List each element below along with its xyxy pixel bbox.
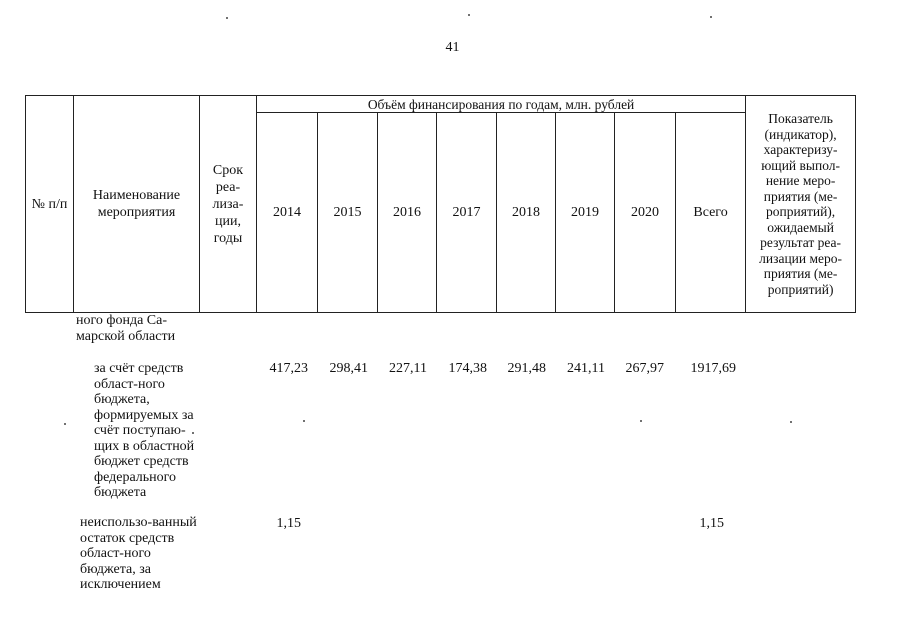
header-year-2020: 2020 bbox=[615, 113, 676, 313]
header-period-label: Срок реа-лиза-ции, годы bbox=[212, 162, 244, 246]
scan-speck bbox=[710, 16, 712, 18]
row-3-total: 1,15 bbox=[699, 516, 724, 531]
scan-speck bbox=[640, 420, 642, 422]
header-year-2015: 2015 bbox=[318, 113, 378, 313]
row-2-total: 1917,69 bbox=[690, 361, 736, 376]
row-2-value-2015: 298,41 bbox=[329, 361, 368, 376]
row-2-value-2020: 267,97 bbox=[625, 361, 664, 376]
header-total: Всего bbox=[676, 113, 746, 313]
header-period bbox=[200, 96, 257, 313]
row-2-value-2017: 174,38 bbox=[448, 361, 487, 376]
scan-speck bbox=[226, 17, 228, 19]
header-financing-group: Объём финансирования по годам, млн. рублей bbox=[257, 96, 746, 113]
header-year-2017: 2017 bbox=[437, 113, 497, 313]
scan-speck bbox=[468, 14, 470, 16]
page-number: 41 bbox=[445, 40, 460, 55]
row-2-value-2014: 417,23 bbox=[269, 361, 308, 376]
financing-table-header bbox=[25, 95, 856, 313]
row-3-value-2014: 1,15 bbox=[276, 516, 301, 531]
header-number bbox=[26, 96, 74, 313]
row-2-value-2019: 241,11 bbox=[567, 361, 605, 376]
header-name-label: Наименование мероприятия bbox=[92, 188, 181, 220]
header-year-2014: 2014 bbox=[257, 113, 318, 313]
header-name bbox=[74, 96, 200, 313]
scan-speck bbox=[303, 420, 305, 422]
row-1-name: ного фонда Са-марской области bbox=[76, 313, 176, 344]
header-year-2016: 2016 bbox=[378, 113, 437, 313]
scan-speck bbox=[64, 423, 66, 425]
row-2-value-2016: 227,11 bbox=[389, 361, 427, 376]
header-indicator-label: Показатель (индикатор), характеризу-ющий выпол-нение меро-приятия (ме-роприятий), ожидаемый результат реа-лизации меро-приятия (ме-роприятий) bbox=[759, 111, 843, 297]
row-2-name: за счёт средств област-ного бюджета, формируемых за счёт поступаю-щих в областной бюджет средств федерального бюджета bbox=[94, 361, 195, 500]
row-3-name: неиспользо-ванный остаток средств област-ного бюджета, за исключением bbox=[80, 515, 197, 592]
header-year-2018: 2018 bbox=[497, 113, 556, 313]
scan-speck bbox=[790, 421, 792, 423]
row-2-value-2018: 291,48 bbox=[507, 361, 546, 376]
header-year-2019: 2019 bbox=[556, 113, 615, 313]
header-indicator bbox=[746, 96, 856, 313]
header-number-label: № п/п bbox=[31, 196, 68, 212]
